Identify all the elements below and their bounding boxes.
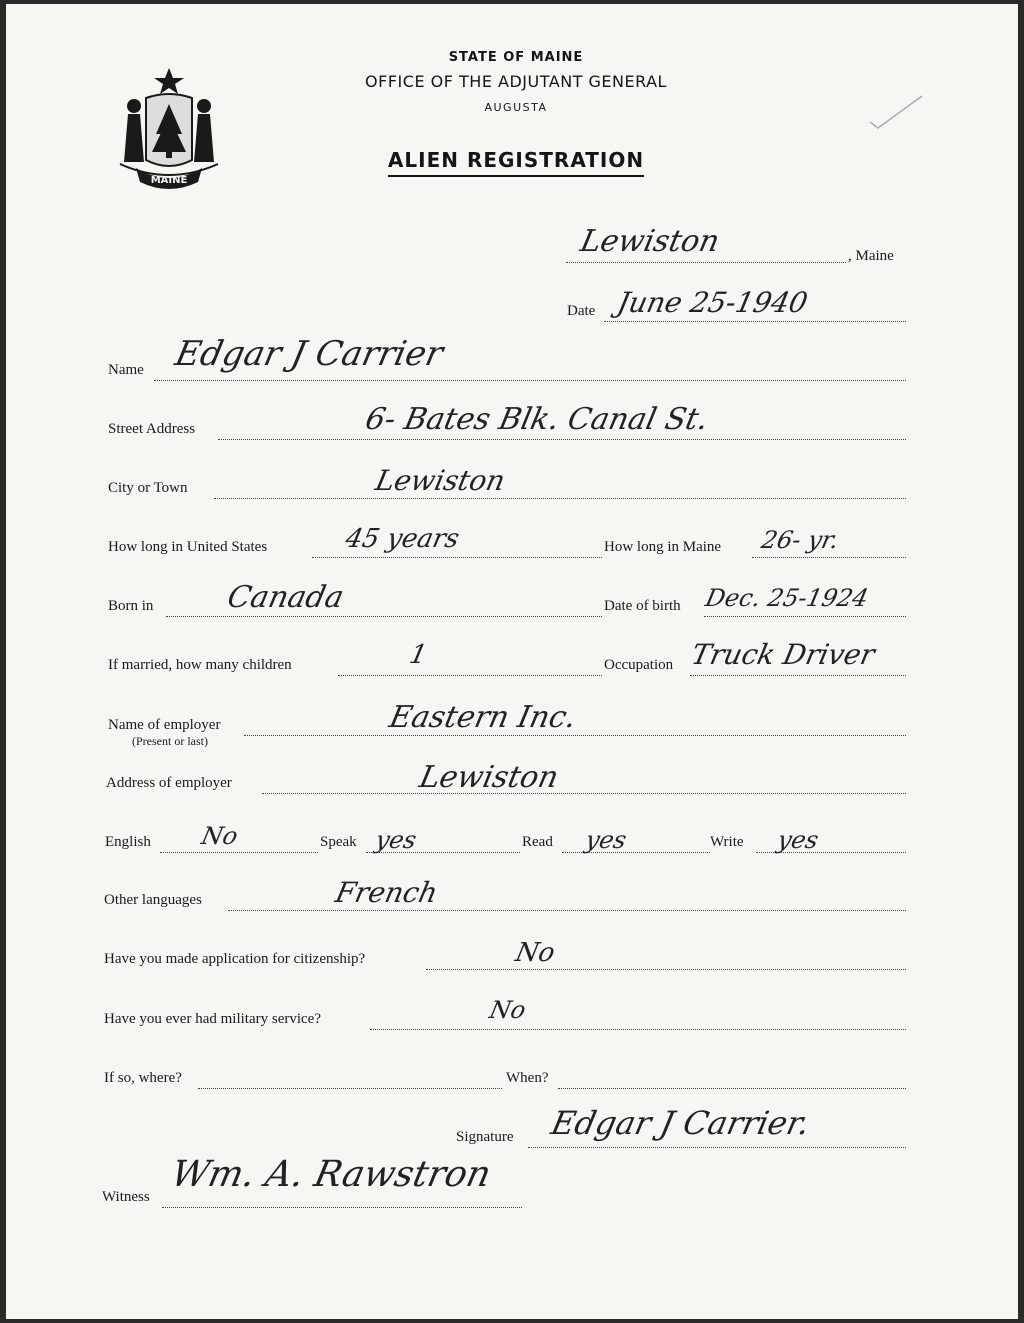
place-value: Lewiston <box>577 224 723 259</box>
form-title: ALIEN REGISTRATION <box>306 148 726 172</box>
speak-label: Speak <box>320 834 357 850</box>
how-long-us-line <box>312 557 602 558</box>
english-value: No <box>199 822 241 850</box>
employer-address-label: Address of employer <box>106 775 232 791</box>
read-label: Read <box>522 834 553 850</box>
registration-form <box>6 4 1018 1319</box>
witness-line <box>162 1207 522 1208</box>
if-so-where-label: If so, where? <box>104 1070 182 1086</box>
children-label: If married, how many children <box>108 657 292 673</box>
employer-label: Name of employer <box>108 717 221 733</box>
checkmark-icon <box>866 92 926 132</box>
citizenship-label: Have you made application for citizenship? <box>104 951 366 967</box>
place-line <box>566 262 846 263</box>
occupation-line <box>690 675 906 676</box>
born-in-label: Born in <box>108 598 154 614</box>
dob-value: Dec. 25-1924 <box>703 584 871 612</box>
speak-value: yes <box>373 826 420 854</box>
how-long-us-value: 45 years <box>342 524 462 554</box>
witness-value: Wm. A. Rawstron <box>167 1154 495 1195</box>
date-label: Date <box>567 303 596 319</box>
street-label: Street Address <box>108 421 196 437</box>
how-long-maine-label: How long in Maine <box>604 539 722 555</box>
employer-line <box>244 735 906 736</box>
maine-label: , Maine <box>848 248 894 264</box>
name-value: Edgar J Carrier <box>171 334 447 374</box>
name-label: Name <box>108 362 144 378</box>
if-so-where-line <box>198 1088 502 1089</box>
signature-value: Edgar J Carrier. <box>547 1104 814 1142</box>
employer-value: Eastern Inc. <box>386 700 580 735</box>
dob-label: Date of birth <box>604 598 681 614</box>
english-line <box>160 852 318 853</box>
employer-note: (Present or last) <box>132 734 208 748</box>
other-languages-label: Other languages <box>104 892 202 908</box>
signature-line <box>528 1147 906 1148</box>
read-value: yes <box>583 826 630 854</box>
header-office: OFFICE OF THE ADJUTANT GENERAL <box>365 72 667 91</box>
other-languages-line <box>228 910 906 911</box>
when-line <box>558 1088 906 1089</box>
signature-label: Signature <box>456 1129 514 1145</box>
how-long-maine-value: 26- yr. <box>759 526 842 554</box>
header-city: AUGUSTA <box>484 101 548 114</box>
occupation-label: Occupation <box>604 657 674 673</box>
dob-line <box>704 616 906 617</box>
other-languages-value: French <box>332 876 441 909</box>
name-line <box>154 380 906 381</box>
military-label: Have you ever had military service? <box>104 1011 321 1027</box>
military-value: No <box>487 996 529 1024</box>
when-label: When? <box>506 1070 549 1086</box>
born-in-line <box>166 616 602 617</box>
state-seal-icon <box>106 64 232 194</box>
employer-address-value: Lewiston <box>416 760 562 795</box>
citizenship-value: No <box>512 938 558 968</box>
street-line <box>218 439 906 440</box>
write-value: yes <box>775 826 822 854</box>
how-long-maine-line <box>752 557 906 558</box>
street-value: 6- Bates Blk. Canal St. <box>362 402 712 437</box>
children-value: 1 <box>406 640 430 670</box>
children-line <box>338 675 602 676</box>
military-line <box>370 1029 906 1030</box>
date-line <box>604 321 906 322</box>
employer-address-line <box>262 793 906 794</box>
city-line <box>214 498 906 499</box>
english-label: English <box>105 834 151 850</box>
witness-label: Witness <box>102 1189 150 1205</box>
occupation-value: Truck Driver <box>688 638 878 671</box>
citizenship-line <box>426 969 906 970</box>
born-in-value: Canada <box>224 580 347 615</box>
how-long-us-label: How long in United States <box>108 539 268 555</box>
city-value: Lewiston <box>372 464 509 497</box>
seal-banner-text: MAINE <box>150 175 188 186</box>
header-state: STATE OF MAINE <box>448 50 584 65</box>
date-value: June 25-1940 <box>614 286 811 319</box>
city-label: City or Town <box>108 480 188 496</box>
write-label: Write <box>710 834 744 850</box>
